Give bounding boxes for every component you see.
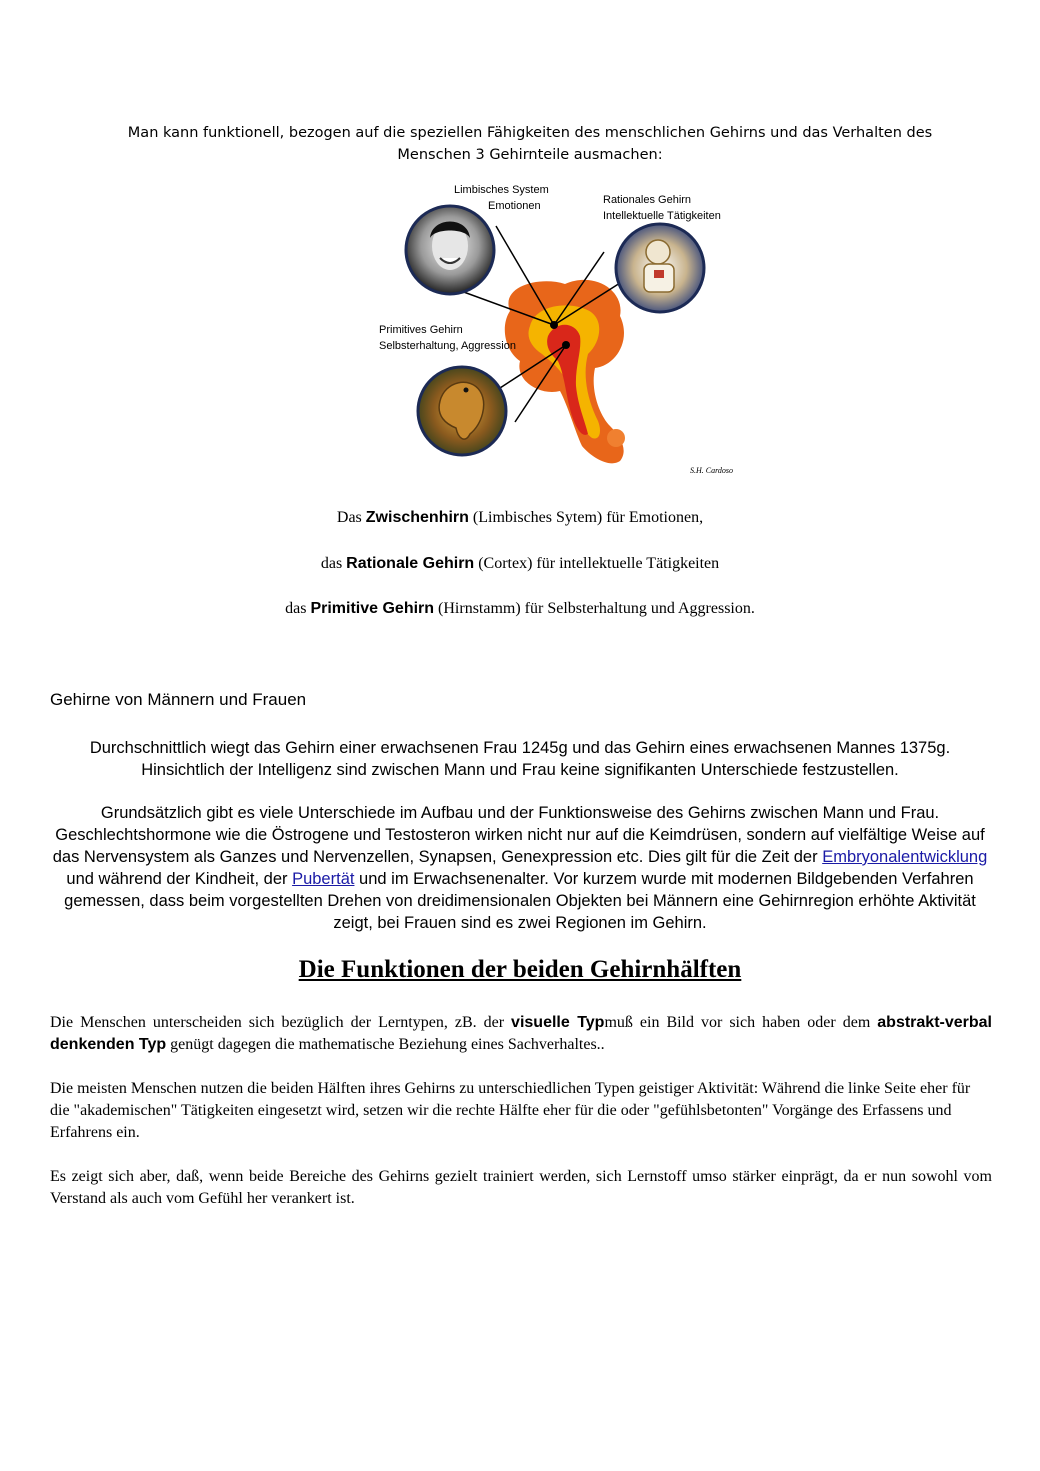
primitive-label bbox=[379, 322, 516, 354]
learning-types-paragraph bbox=[50, 1012, 992, 1056]
summary-line-1 bbox=[0, 509, 1040, 527]
learning-types-text-c: genügt dagegen die mathematische Beziehung eines Sachverhaltes.. bbox=[166, 1036, 605, 1053]
artist-signature: S.H. Cardoso bbox=[690, 466, 734, 475]
embryonalentwicklung-link[interactable]: Embryonalentwicklung bbox=[822, 848, 988, 866]
visual-type-term: visuelle Typ bbox=[511, 1014, 605, 1031]
rational-subtitle: Intellektuelle Tätigkeiten bbox=[603, 210, 721, 222]
section-heading-hemispheres: Die Funktionen der beiden Gehirnhälften bbox=[298, 956, 742, 983]
intro-text: Man kann funktionell, bezogen auf die speziellen Fähigkeiten des menschlichen Gehirns und das Verhalten des Menschen 3 Gehirnteile ausmachen: bbox=[127, 125, 933, 163]
abstract-verbal-type-term: abstrakt-verbal denkenden Typ bbox=[50, 1014, 992, 1053]
hemisphere-usage-paragraph: Die meisten Menschen nutzen die beiden Hälften ihres Gehirns zu unterschiedlichen Typen geistiger Aktivität: Während die linke Seite eher für die "akademischen" Tätigkeiten eingesetzt wird, setzen wir die rechte Hälfte eher für die oder "gefühlsbetonten" Vorgänge des Erfassens und Erfahrens ein. bbox=[50, 1080, 971, 1141]
differences-paragraph bbox=[50, 802, 990, 934]
lizard-circle bbox=[418, 367, 506, 455]
differences-text-a: Grundsätzlich gibt es viele Unterschiede im Aufbau und der Funktionsweise des Gehirns zwischen Mann und Frau. Geschlechtshormone wie die Östrogene und Testosteron wirken nicht nur auf die Keimdrüsen, sondern auf vielfältige Weise auf das Nervensystem als Ganzes und Nervenzellen, Synapsen, Genexpression etc. Dies gilt für die Zeit der bbox=[52, 804, 985, 866]
summary-line-1-pre: Das bbox=[336, 509, 366, 526]
training-paragraph: Es zeigt sich aber, daß, wenn beide Bereiche des Gehirns gezielt trainiert werden, sich Lernstoff umso stärker einprägt, da er nun sowohl vom Verstand als auch vom Gefühl her verankert ist. bbox=[50, 1168, 992, 1207]
learning-types-text-a: Die Menschen unterscheiden sich bezüglich der Lerntypen, zB. der bbox=[50, 1014, 512, 1031]
limbic-title: Limbisches System bbox=[454, 184, 549, 196]
summary-line-1-post: (Limbisches Sytem) für Emotionen, bbox=[468, 509, 704, 526]
limbic-label bbox=[454, 182, 549, 214]
summary-line-2-pre: das bbox=[320, 555, 347, 572]
limbic-point bbox=[550, 321, 558, 329]
summary-line-2 bbox=[0, 555, 1040, 573]
primitive-title: Primitives Gehirn bbox=[379, 324, 463, 336]
summary-line-2-term: Rationale Gehirn bbox=[346, 555, 475, 572]
brain-weight-paragraph: Durchschnittlich wiegt das Gehirn einer erwachsenen Frau 1245g und das Gehirn eines erwachsenen Mannes 1375g. Hinsichtlich der Intelligenz sind zwischen Mann und Frau keine signifikanten Unterschiede festzustellen. bbox=[89, 739, 951, 779]
astronaut-circle bbox=[616, 224, 704, 312]
summary-line-3-term: Primitive Gehirn bbox=[310, 600, 435, 617]
primitive-point bbox=[562, 341, 570, 349]
summary-line-3-pre: das bbox=[285, 600, 311, 617]
limbic-subtitle: Emotionen bbox=[488, 200, 541, 212]
summary-line-1-term: Zwischenhirn bbox=[365, 509, 469, 526]
summary-line-3 bbox=[0, 600, 1040, 618]
summary-line-3-post: (Hirnstamm) für Selbsterhaltung und Aggression. bbox=[434, 600, 755, 617]
emotion-face-circle bbox=[406, 206, 494, 294]
rational-label bbox=[603, 192, 721, 224]
brain-diagram bbox=[370, 176, 770, 486]
brain-shape bbox=[505, 280, 625, 463]
pubertaet-link[interactable]: Pubertät bbox=[292, 870, 355, 888]
summary-line-2-post: (Cortex) für intellektuelle Tätigkeiten bbox=[474, 555, 720, 572]
primitive-subtitle: Selbsterhaltung, Aggression bbox=[379, 340, 516, 352]
differences-text-c: und im Erwachsenenalter. Vor kurzem wurde mit modernen Bildgebenden Verfahren gemessen, dass beim vorgestellten Drehen von dreidimensionalen Objekten bei Männern eine Gehirnregion erhöhte Aktivität zeigt, bei Frauen sind es zwei Regionen im Gehirn. bbox=[64, 870, 976, 932]
section-heading-men-women: Gehirne von Männern und Frauen bbox=[50, 690, 307, 709]
differences-text-b: und während der Kindheit, der bbox=[66, 870, 293, 888]
rational-title: Rationales Gehirn bbox=[603, 194, 692, 206]
learning-types-text-b: muß ein Bild vor sich haben oder dem bbox=[604, 1014, 878, 1031]
